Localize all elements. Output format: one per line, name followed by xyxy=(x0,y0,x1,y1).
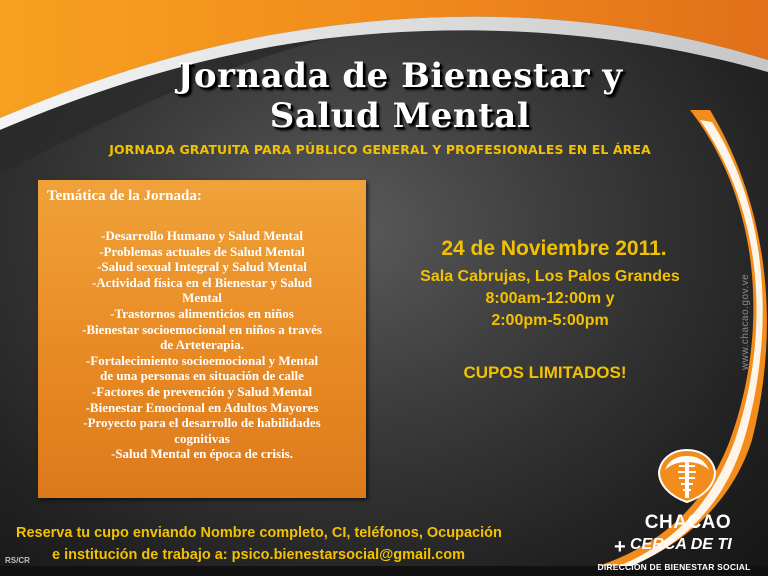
brand-slogan xyxy=(612,536,762,558)
topic-item: -Salud Mental en época de crisis. xyxy=(111,446,293,462)
topic-item: -Salud sexual Integral y Salud Mental xyxy=(97,259,307,275)
topic-item: -Bienestar socioemocional en niños a través xyxy=(82,321,322,337)
brand-slogan-text: CERCA DE TI xyxy=(630,536,732,553)
topic-item: -Proyecto para el desarrollo de habilidades xyxy=(83,415,321,431)
topic-item: -Bienestar Emocional en Adultos Mayores xyxy=(85,399,319,415)
topic-item: de una personas en situación de calle xyxy=(100,368,304,384)
topics-box xyxy=(38,180,366,498)
event-venue: Sala Cabrujas, Los Palos Grandes xyxy=(420,268,680,285)
topics-list xyxy=(42,228,362,462)
credit-initials: RS/CR xyxy=(5,556,30,565)
poster-subtitle: JORNADA GRATUITA PARA PÚBLICO GENERAL Y PROFESIONALES EN EL ÁREA xyxy=(109,142,651,157)
plus-icon: + xyxy=(614,536,626,558)
topic-item: -Fortalecimiento socioemocional y Mental xyxy=(85,352,319,368)
topics-heading: Temática de la Jornada: xyxy=(47,188,202,204)
event-hours-morning: 8:00am-12:00m y xyxy=(485,290,615,307)
topic-item: -Factores de prevención y Salud Mental xyxy=(91,383,313,399)
title-line-2: Salud Mental xyxy=(269,96,531,136)
event-hours xyxy=(380,288,720,332)
limited-spots-notice: CUPOS LIMITADOS! xyxy=(463,363,627,382)
event-hours-afternoon: 2:00pm-5:00pm xyxy=(491,312,609,329)
brand-name: CHACAO xyxy=(644,512,732,533)
chacao-shield-logo-icon xyxy=(655,448,719,504)
topic-item: -Trastornos alimenticios en niños xyxy=(110,305,294,321)
event-date: 24 de Noviembre 2011. xyxy=(441,237,667,260)
topic-item: de Arteterapia. xyxy=(160,337,244,353)
website-url: www.chacao.gov.ve xyxy=(740,273,751,370)
title-line-1: Jornada de Bienestar y xyxy=(177,56,623,96)
reservation-info xyxy=(16,522,556,566)
topic-item: -Actividad física en el Bienestar y Salud xyxy=(91,274,313,290)
topic-item: -Desarrollo Humano y Salud Mental xyxy=(101,228,303,243)
topic-item: Mental xyxy=(182,290,222,306)
reservation-line-1: Reserva tu cupo enviando Nombre completo, CI, teléfonos, Ocupación xyxy=(16,525,502,541)
department-name: DIRECCION DE BIENESTAR SOCIAL xyxy=(597,562,751,572)
reservation-line-2: e institución de trabajo a: psico.bienestarsocial@gmail.com xyxy=(52,547,465,563)
topic-item: cognitivas xyxy=(174,430,230,446)
topic-item: -Problemas actuales de Salud Mental xyxy=(99,243,305,259)
poster-title xyxy=(140,56,660,136)
event-details xyxy=(380,236,720,332)
